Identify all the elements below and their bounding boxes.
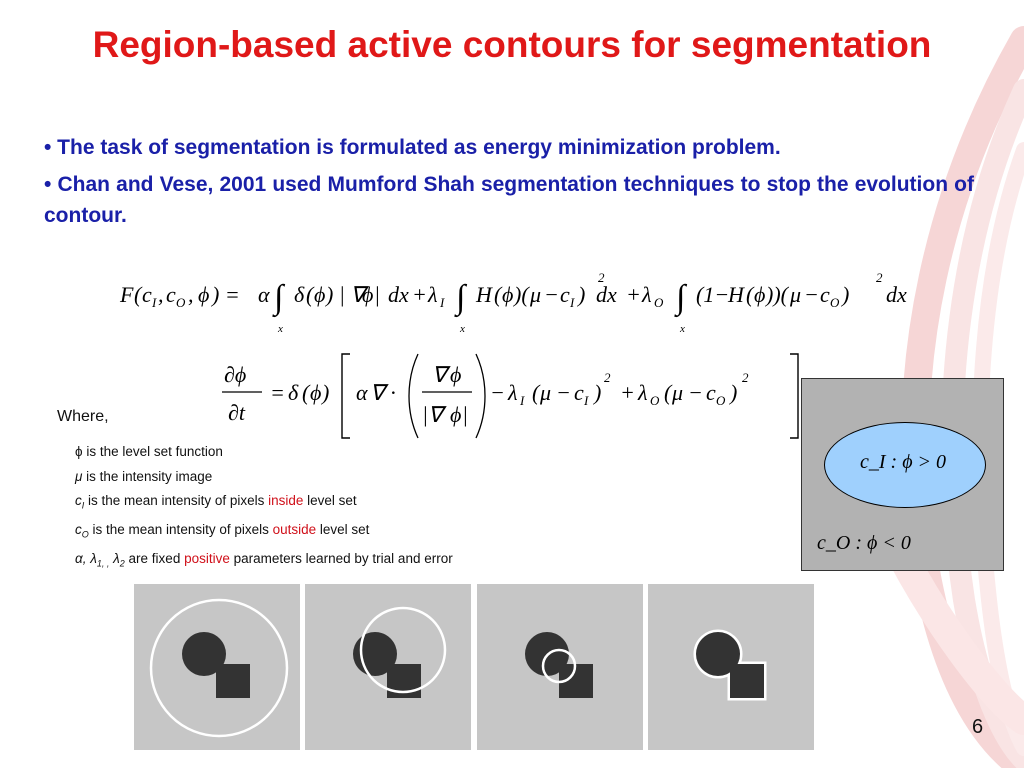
segmentation-image — [477, 584, 643, 750]
evolution-equation — [222, 350, 802, 442]
definition-phi: ϕ is the level set function — [75, 444, 223, 459]
svg-text:ϕ: ϕ — [502, 282, 514, 307]
svg-text:2: 2 — [598, 270, 605, 285]
svg-text:H: H — [728, 282, 744, 307]
svg-text:λ: λ — [428, 282, 438, 307]
svg-text:) =: ) = — [212, 282, 240, 307]
svg-text:): ) — [730, 380, 738, 405]
svg-text:∂t: ∂t — [228, 400, 245, 425]
svg-text:2: 2 — [876, 270, 883, 285]
svg-text:): ) — [322, 380, 330, 405]
svg-text:−: − — [804, 282, 819, 307]
svg-text:−: − — [556, 380, 571, 405]
svg-text:(: ( — [306, 282, 314, 307]
svg-text:c: c — [560, 282, 570, 307]
svg-text:∇ ·: ∇ · — [370, 380, 396, 405]
segmentation-step-2 — [305, 584, 471, 750]
svg-text:2: 2 — [604, 370, 611, 385]
definition-parameters: α, $\lambda_{1, ,}$ $\lambda_2$ are fixed positive parameters learned by trial and error — [75, 551, 453, 570]
svg-text:c: c — [166, 282, 176, 307]
svg-text:∂ϕ: ∂ϕ — [224, 362, 247, 387]
svg-text:+: + — [412, 282, 427, 307]
svg-text:) | ∇: ) | ∇ — [326, 282, 366, 307]
svg-text:): ) — [594, 380, 602, 405]
svg-text:−: − — [490, 380, 505, 405]
svg-text:I: I — [520, 393, 525, 408]
bullet-list — [44, 132, 974, 237]
svg-text:I: I — [584, 393, 589, 408]
svg-text:)(: )( — [514, 282, 529, 307]
svg-text:ϕ: ϕ — [754, 282, 766, 307]
svg-text:I: I — [440, 295, 445, 310]
svg-text:∫: ∫ — [676, 279, 686, 316]
svg-text:μ: μ — [672, 380, 684, 405]
svg-text:ϕ: ϕ — [314, 282, 326, 307]
svg-text:c: c — [142, 282, 152, 307]
svg-text:λ: λ — [638, 380, 648, 405]
definition-ci: $c_I$ is the mean intensity of pixels inside level set — [75, 493, 357, 511]
slide-title: Region-based active contours for segmentation — [92, 24, 932, 65]
outside-label: c_O : ϕ < 0 — [817, 532, 911, 554]
svg-text:dx: dx — [596, 282, 617, 307]
svg-text:x: x — [278, 323, 283, 335]
level-set-diagram — [801, 378, 1004, 571]
svg-text:|∇: |∇ — [422, 402, 443, 427]
svg-text:δ: δ — [294, 282, 305, 307]
svg-text:μ: μ — [540, 380, 552, 405]
svg-text:(: ( — [302, 380, 310, 405]
definition-co: $c_O$ is the mean intensity of pixels outside level set — [75, 522, 370, 540]
segmentation-step-4 — [648, 584, 814, 750]
svg-text:c: c — [820, 282, 830, 307]
svg-text:|: | — [374, 282, 381, 307]
svg-text:α: α — [356, 380, 368, 405]
segmentation-step-3 — [477, 584, 643, 750]
bullet-item: • The task of segmentation is formulated as energy minimization problem. — [44, 136, 781, 159]
svg-text:ϕ: ϕ — [450, 402, 462, 427]
svg-text:,: , — [158, 282, 164, 307]
svg-text:−: − — [544, 282, 559, 307]
svg-text:(1−: (1− — [696, 282, 730, 307]
svg-text:O: O — [716, 393, 726, 408]
svg-text:|: | — [462, 402, 469, 427]
svg-text:ϕ: ϕ — [362, 282, 374, 307]
svg-text:μ: μ — [530, 282, 542, 307]
svg-text:x: x — [680, 323, 685, 335]
svg-text:I: I — [570, 295, 575, 310]
svg-text:F: F — [120, 282, 134, 307]
segmentation-image — [305, 584, 471, 750]
svg-text:(: ( — [532, 380, 540, 405]
svg-text:ϕ: ϕ — [310, 380, 322, 405]
svg-text:O: O — [650, 393, 660, 408]
svg-text:dx: dx — [388, 282, 409, 307]
svg-text:I: I — [152, 295, 157, 310]
svg-text:))(: ))( — [766, 282, 788, 307]
svg-text:(: ( — [746, 282, 754, 307]
svg-text:O: O — [830, 295, 840, 310]
svg-text:(: ( — [664, 380, 672, 405]
svg-text:O: O — [176, 295, 186, 310]
definition-mu: μ is the intensity image — [75, 468, 213, 484]
svg-text:(: ( — [494, 282, 502, 307]
svg-text:α: α — [258, 282, 270, 307]
svg-text:δ: δ — [288, 380, 299, 405]
bullet-item: • Chan and Vese, 2001 used Mumford Shah segmentation techniques to stop the evolution of contour. — [44, 173, 974, 227]
page-number: 6 — [972, 716, 984, 738]
svg-text:2: 2 — [742, 370, 749, 385]
svg-text:dx: dx — [886, 282, 907, 307]
svg-text:ϕ: ϕ — [198, 282, 210, 307]
svg-text:): ) — [578, 282, 586, 307]
svg-text:λ: λ — [642, 282, 652, 307]
energy-equation — [118, 266, 918, 340]
definitions-list — [75, 440, 453, 577]
svg-text:∫: ∫ — [274, 279, 284, 316]
svg-text:H: H — [476, 282, 492, 307]
svg-text:+: + — [620, 380, 635, 405]
segmentation-step-1 — [134, 584, 300, 750]
svg-text:λ: λ — [508, 380, 518, 405]
svg-text:+: + — [626, 282, 641, 307]
svg-text:∫: ∫ — [456, 279, 466, 316]
inside-label: c_I : ϕ > 0 — [860, 451, 947, 473]
svg-text:ϕ: ϕ — [450, 362, 462, 387]
svg-text:x: x — [460, 323, 465, 335]
svg-text:O: O — [654, 295, 664, 310]
svg-text:μ: μ — [790, 282, 802, 307]
svg-text:(: ( — [134, 282, 142, 307]
svg-text:=: = — [270, 380, 285, 405]
svg-text:): ) — [842, 282, 850, 307]
svg-text:−: − — [688, 380, 703, 405]
svg-text:c: c — [574, 380, 584, 405]
svg-text:∇: ∇ — [432, 362, 447, 387]
segmentation-image — [648, 584, 814, 750]
segmentation-image — [134, 584, 300, 750]
svg-text:c: c — [706, 380, 716, 405]
svg-text:,: , — [188, 282, 194, 307]
where-label: Where, — [57, 408, 109, 425]
